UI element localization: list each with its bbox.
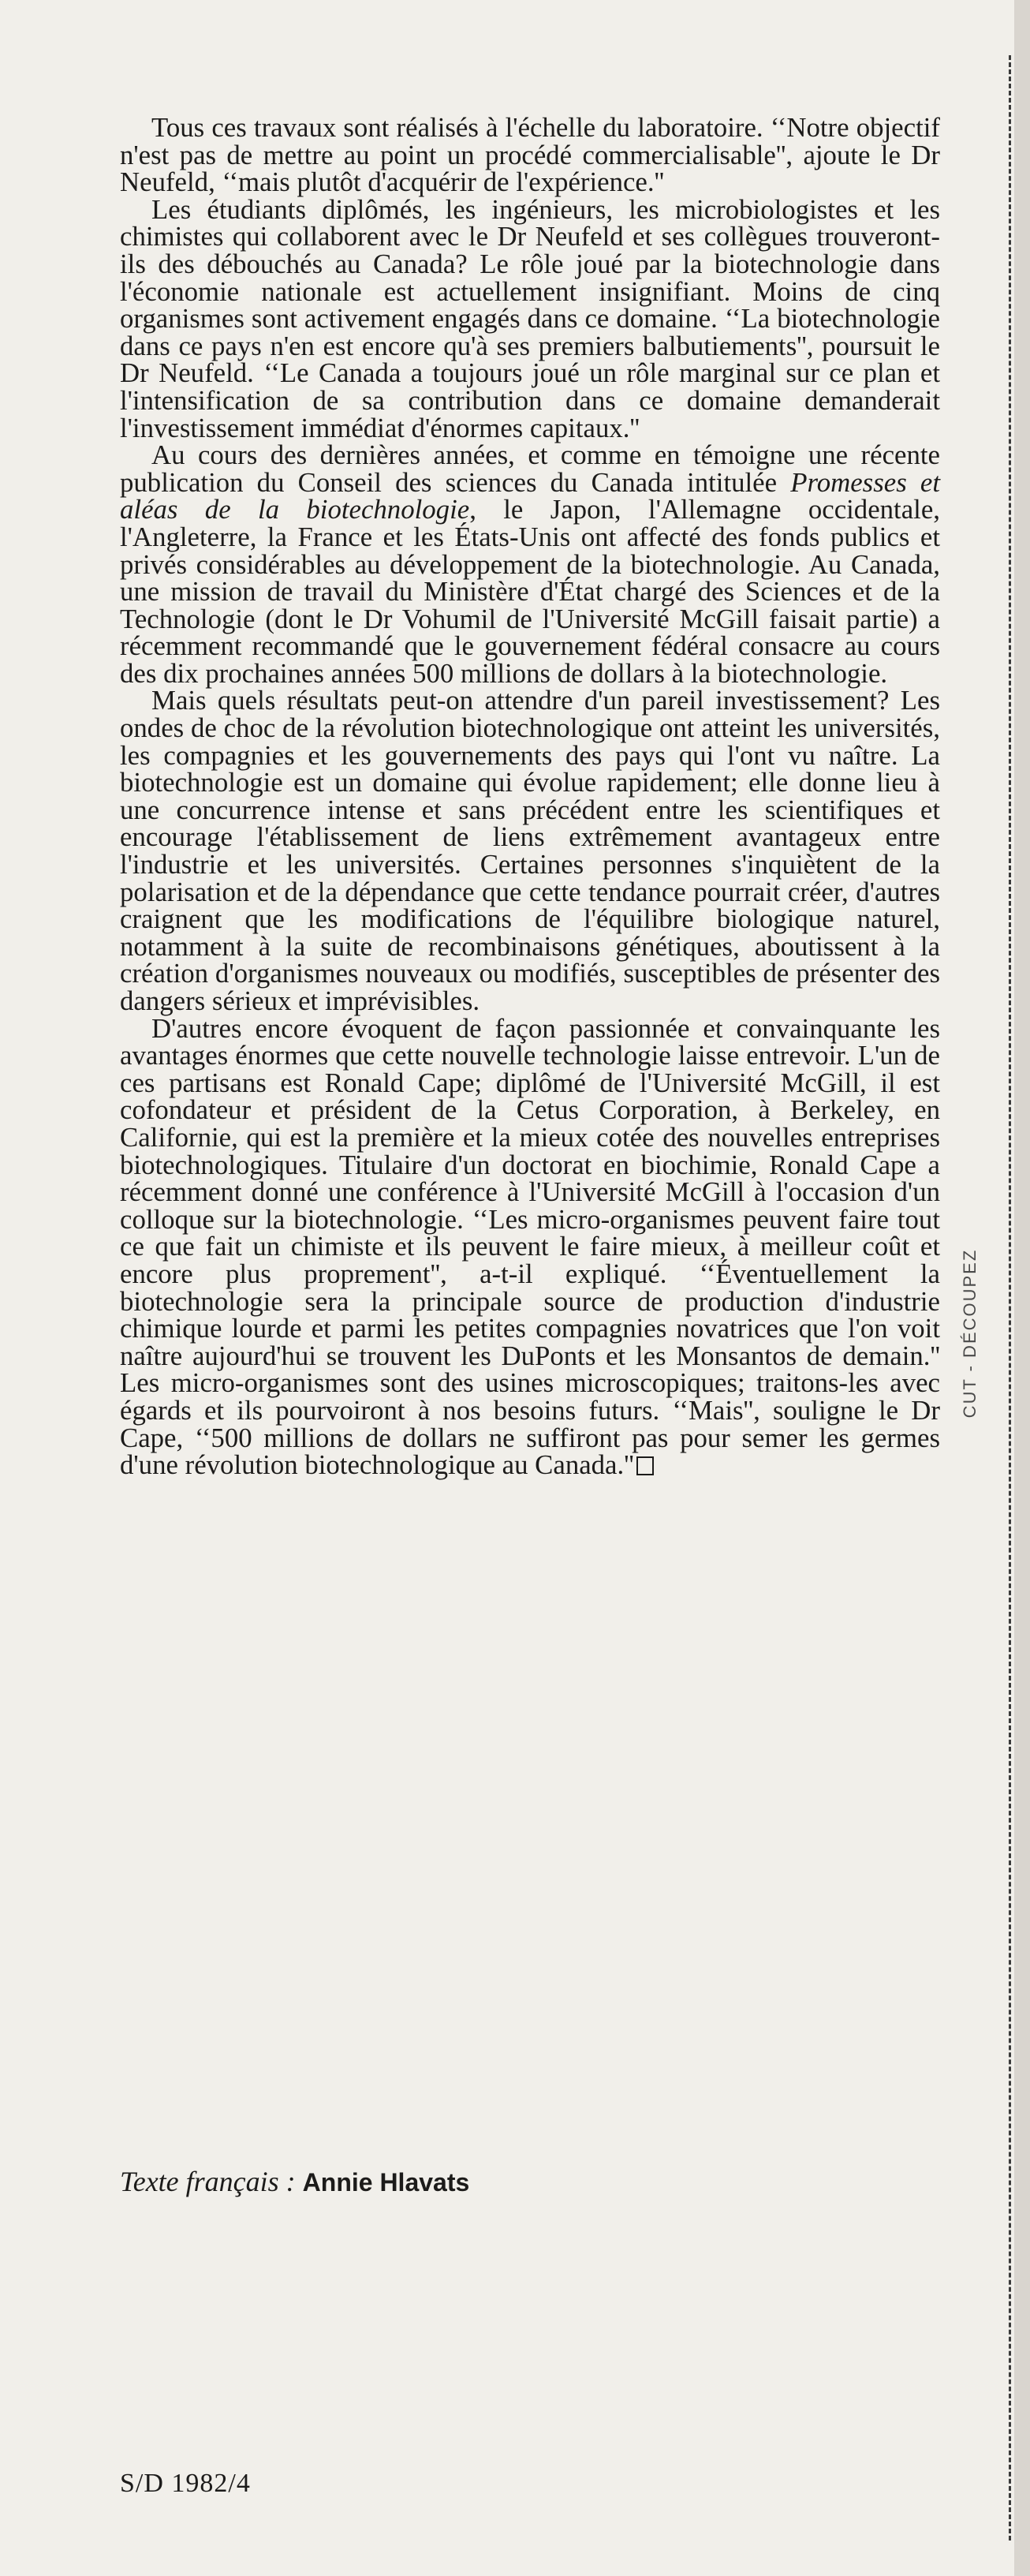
paragraph-5 bbox=[120, 1012, 940, 1481]
folio: S/D 1982/4 bbox=[120, 2469, 251, 2498]
credit-author: Annie Hlavats bbox=[302, 2168, 470, 2197]
article-body bbox=[120, 114, 940, 1479]
paragraph-1: Tous ces travaux sont réalisés à l'échelle du laboratoire. ‘‘Notre objectif n'est pas de mettre au point un procédé commercialisable'', ajoute le Dr Neufeld, ‘‘mais plutôt d'acquérir de l'expérience.'' bbox=[120, 112, 940, 198]
end-mark-icon bbox=[636, 1456, 654, 1475]
translation-credit bbox=[120, 2166, 469, 2198]
paragraph-3-text-start: Au cours des dernières années, et comme en témoigne une récente publication du Conseil des sciences du Canada intitulée bbox=[120, 439, 940, 498]
paragraph-2: Les étudiants diplômés, les ingénieurs, les microbiologistes et les chimistes qui collaborent avec le Dr Neufeld et ses collègues trouveront-ils des débouchés au Canada? Le rôle joué par la biotechnologie dans l'économie nationale est actuellement insignifiant. Moins de cinq organismes sont activement engagés dans ce domaine. ‘‘La biotechnologie dans ce pays n'en est encore qu'à ses premiers balbutiements'', poursuit le Dr Neufeld. ‘‘Le Canada a toujours joué un rôle marginal sur ce plan et l'intensification de sa contribution dans ce domaine demanderait l'investissement immédiat d'énormes capitaux.'' bbox=[120, 193, 940, 443]
paragraph-5-text: D'autres encore évoquent de façon passionnée et convainquante les avantages énormes que cette nouvelle technologie laisse entrevoir. L'un de ces partisans est Ronald Cape; diplômé de l'Université McGill, il est cofondateur et président de la Cetus Corporation, à Berkeley, en Californie, qui est la première et la mieux cotée des nouvelles entreprises biotechnologiques. Titulaire d'un doctorat en biochimie, Ronald Cape a récemment donné une conférence à l'Université McGill à l'occasion d'un colloque sur la biotechnologie. ‘‘Les micro-organismes peuvent faire tout ce que fait un chimiste et ils peuvent le faire mieux, à meilleur coût et encore plus proprement'', a-t-il expliqué. ‘‘Éventuellement la biotechnologie sera la principale source de production d'industrie chimique lourde et parmi les petites compagnies novatrices que l'on voit naître aujourd'hui se trouvent les DuPonts et les Monsantos de demain.'' Les micro-organismes sont des usines microscopiques; traitons-les avec égards et ils pourvoiront à nos besoins futurs. ‘‘Mais'', souligne le Dr Cape, ‘‘500 millions de dollars ne suffiront pas pour semer les germes d'une révolution biotechnologique au Canada.'' bbox=[120, 1012, 940, 1481]
paragraph-3 bbox=[120, 439, 940, 689]
cut-label: CUT - DÉCOUPEZ bbox=[960, 1248, 980, 1419]
paragraph-3-text-end: , le Japon, l'Allemagne occidentale, l'Angleterre, la France et les États-Unis ont affecté des fonds publics et privés considérables au développement de la biotechnologie. Au Canada, une mission de travail du Ministère d'État chargé des Sciences et de la Technologie (dont le Dr Vohumil de l'Université McGill faisait partie) a récemment recommandé que le gouvernement fédéral consacre au cours des dix prochaines années 500 millions de dollars à la biotechnologie. bbox=[120, 494, 940, 689]
page-edge bbox=[1014, 0, 1030, 2576]
credit-label: Texte français : bbox=[120, 2166, 296, 2197]
paragraph-4: Mais quels résultats peut-on attendre d'un pareil investissement? Les ondes de choc de la révolution biotechnologique ont atteint les universités, les compagnies et les gouvernements des pays qui l'ont vu naître. La biotechnologie est un domaine qui évolue rapidement; elle donne lieu à une concurrence intense et sans précédent entre les scientifiques et encourage l'établissement de liens extrêmement avantageux entre l'industrie et les universités. Certaines personnes s'inquiètent de la polarisation et de la dépendance que cette tendance pourrait créer, d'autres craignent que les modifications de l'équilibre biologique naturel, notamment à la suite de recombinaisons génétiques, aboutissent à la création d'organismes nouveaux ou modifiés, susceptibles de présenter des dangers sérieux et imprévisibles. bbox=[120, 685, 940, 1016]
cut-line bbox=[1009, 55, 1011, 2540]
publication-title: Promesses et aléas de la biotechnologie bbox=[120, 466, 940, 525]
